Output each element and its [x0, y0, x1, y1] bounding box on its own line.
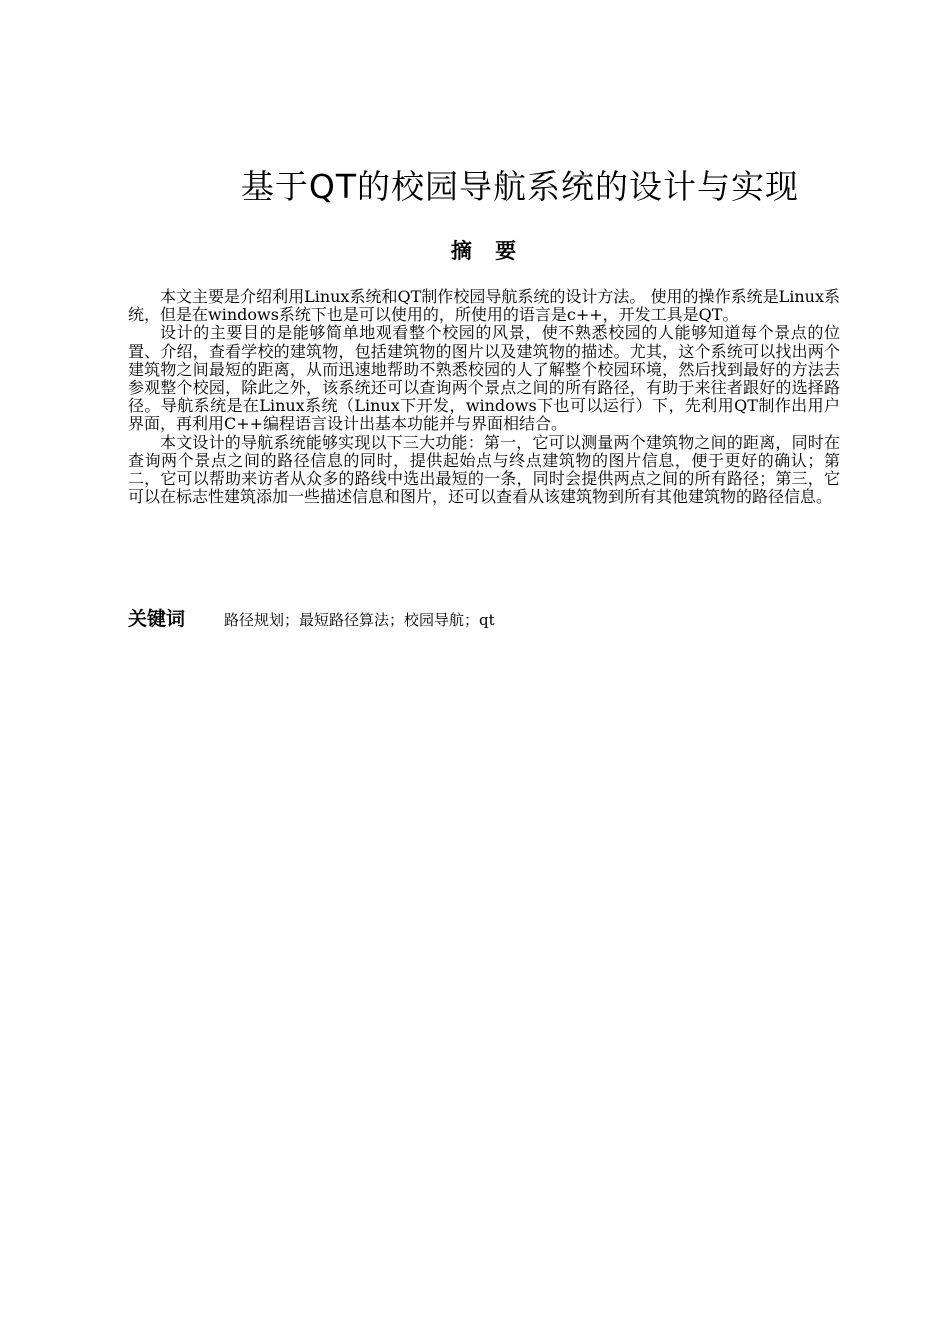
abstract-paragraph-3: 本文设计的导航系统能够实现以下三大功能：第一，它可以测量两个建筑物之间的距离，同时在查询两个景点之间的路径信息的同时，提供起始点与终点建筑物的图片信息，便于更好的确认；第二，它可以帮助来访者从众多的路线中选出最短的一条，同时会提供两点之间的所有路径；第三，它可以在标志性建筑添加一些描述信息和图片，还可以查看从该建筑物到所有其他建筑物的路径信息。: [128, 432, 840, 507]
keywords-line: [128, 604, 840, 631]
abstract-body: [128, 288, 840, 506]
keywords-value: 路径规划；最短路径算法；校园导航；qt: [224, 611, 495, 629]
abstract-paragraph-2: 设计的主要目的是能够简单地观看整个校园的风景，使不熟悉校园的人能够知道每个景点的位置、介绍，查看学校的建筑物，包括建筑物的图片以及建筑物的描述。尤其，这个系统可以找出两个建筑物之间最短的距离，从而迅速地帮助不熟悉校园的人了解整个校园环境，然后找到最好的方法去参观整个校园，除此之外，该系统还可以查询两个景点之间的所有路径，有助于来往者跟好的选择路径。导航系统是在Linux系统（Linux下开发，windows下也可以运行）下，先利用QT制作出用户界面，再利用C++编程语言设计出基本功能并与界面相结合。: [128, 323, 840, 434]
keywords-label: 关键词: [128, 608, 186, 630]
abstract-heading: 摘 要: [450, 239, 525, 263]
document-title: 基于QT的校园导航系统的设计与实现: [240, 167, 800, 206]
abstract-paragraph-1: 本文主要是介绍利用Linux系统和QT制作校园导航系统的设计方法。 使用的操作系统是Linux系统，但是在windows系统下也是可以使用的，所使用的语言是c++，开发工具是QT。: [128, 287, 840, 325]
